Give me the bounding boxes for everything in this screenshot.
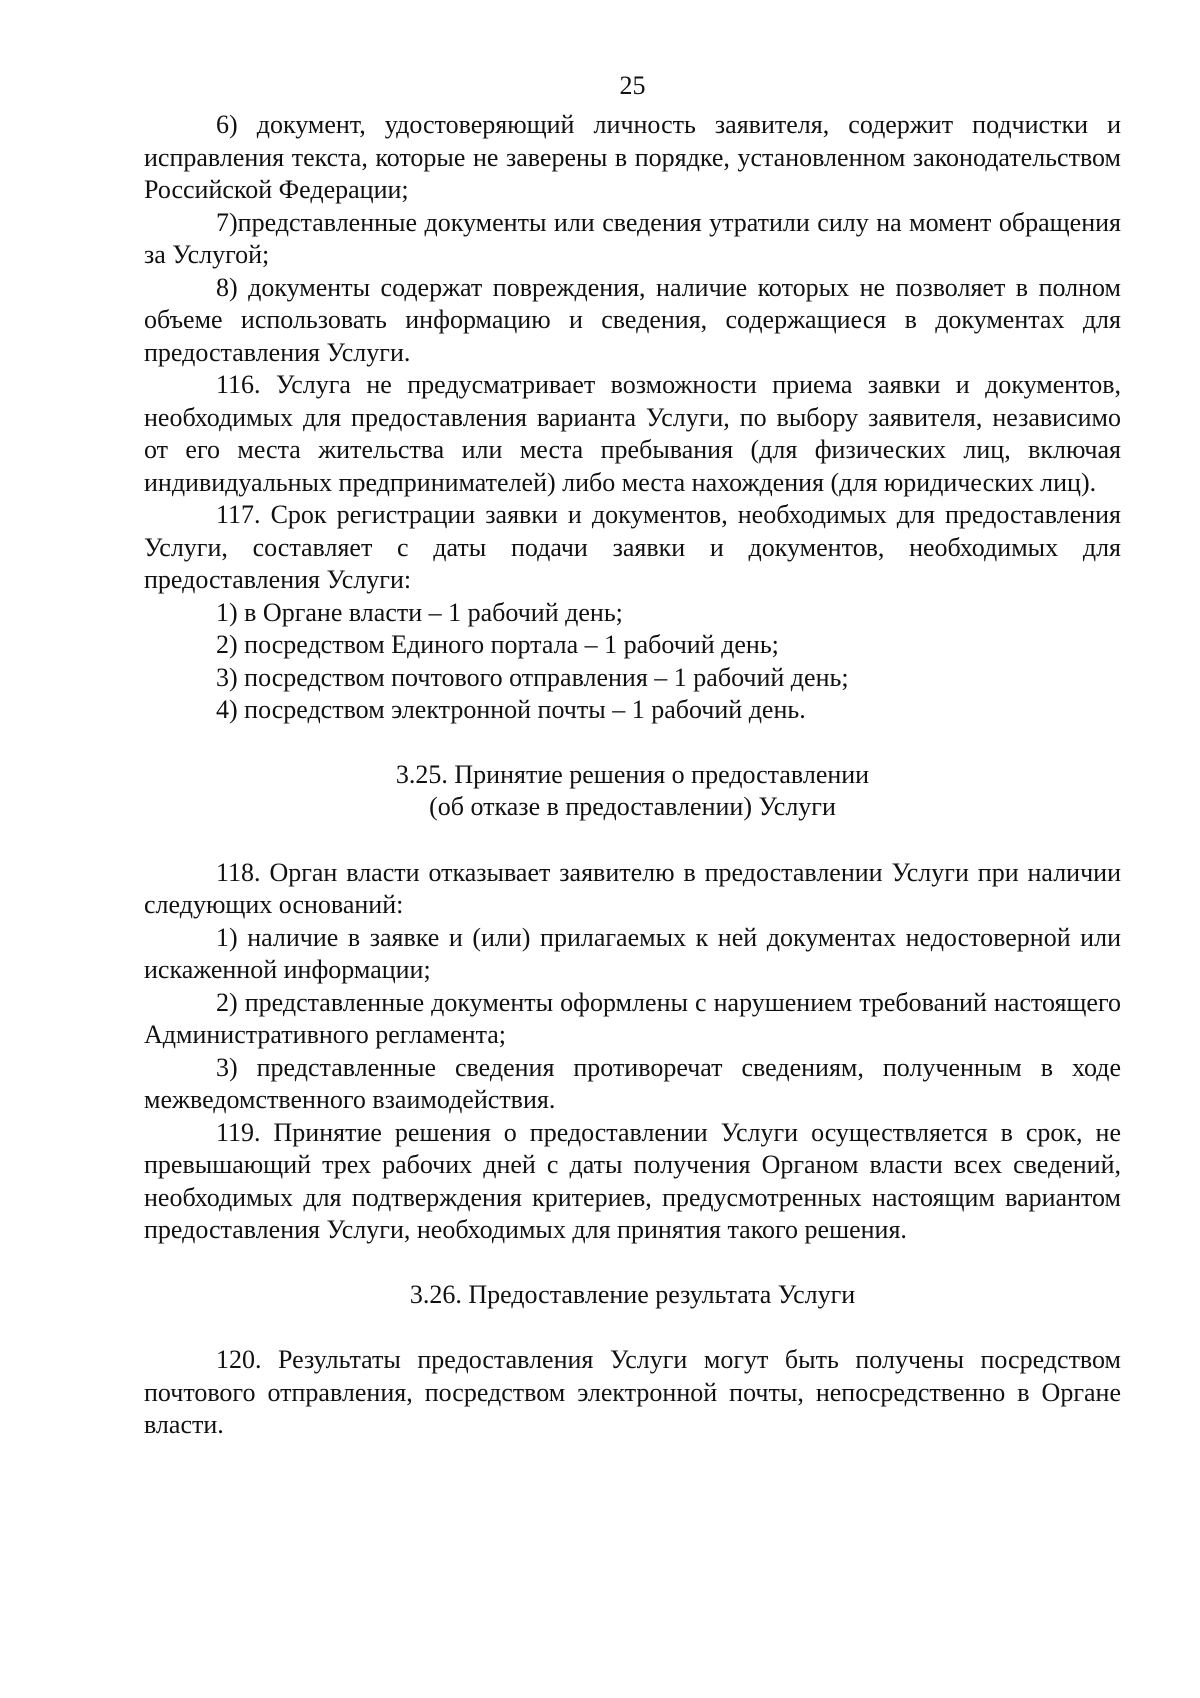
list-item-edinyi-portal: 2) посредством Единого портала – 1 рабочий день; <box>216 630 779 659</box>
document-page <box>144 70 1121 1442</box>
page-number: 25 <box>619 71 646 100</box>
paragraph-118: 118. Орган власти отказывает заявителю в предоставлении Услуги при наличии следующих оснований: <box>144 857 1121 919</box>
list-item-organ-vlasti: 1) в Органе власти – 1 рабочий день; <box>216 597 623 627</box>
paragraph-120: 120. Результаты предоставления Услуги могут быть получены посредством почтового отправления, посредством электронной почты, непосредственно в Органе власти. <box>144 1345 1121 1439</box>
paragraph-116: 116. Услуга не предусматривает возможности приема заявки и документов, необходимых для предоставления варианта Услуги, по выбору заявителя, независимо от его места жительства или места пребывания (для физических лиц, включая индивидуальных предпринимателей) либо места нахождения (для юридических лиц). <box>144 370 1121 497</box>
paragraph-item-7: 7)представленные документы или сведения утратили силу на момент обращения за Услугой; <box>144 207 1121 269</box>
section-325-title-line2: (об отказе в предоставлении) Услуги <box>429 792 836 821</box>
section-325-title-line1: 3.25. Принятие решения о предоставлении <box>395 759 870 789</box>
list-item-pochtovoe-otpravlenie: 3) посредством почтового отправления – 1 рабочий день; <box>216 662 849 692</box>
list-item-nedostovernaya-informaciya: 1) наличие в заявке и (или) прилагаемых к ней документах недостоверной или искаженной информации; <box>144 922 1121 984</box>
paragraph-117: 117. Срок регистрации заявки и документов, необходимых для предоставления Услуги, составляет с даты подачи заявки и документов, необходимых для предоставления Услуги: <box>144 500 1121 594</box>
section-325-heading <box>144 759 1121 824</box>
list-item-elektronnaya-pochta: 4) посредством электронной почты – 1 рабочий день. <box>216 695 806 724</box>
list-item-protivorechie-svedeniyam: 3) представленные сведения противоречат сведениям, полученным в ходе межведомственного взаимодействия. <box>144 1052 1121 1114</box>
list-item-narushenie-trebovanii: 2) представленные документы оформлены с нарушением требований настоящего Административного регламента; <box>144 987 1121 1049</box>
paragraph-item-8: 8) документы содержат повреждения, наличие которых не позволяет в полном объеме использовать информацию и сведения, содержащиеся в документах для предоставления Услуги. <box>144 272 1121 367</box>
paragraph-119: 119. Принятие решения о предоставлении Услуги осуществляется в срок, не превышающий трех рабочих дней с даты получения Органом власти всех сведений, необходимых для подтверждения критериев, предусмотренных настоящим вариантом предоставления Услуги, необходимых для принятия такого решения. <box>144 1117 1121 1244</box>
paragraph-item-6: 6) документ, удостоверяющий личность заявителя, содержит подчистки и исправления текста, которые не заверены в порядке, установленном законодательством Российской Федерации; <box>144 110 1121 204</box>
section-326-heading: 3.26. Предоставление результата Услуги <box>409 1279 856 1309</box>
